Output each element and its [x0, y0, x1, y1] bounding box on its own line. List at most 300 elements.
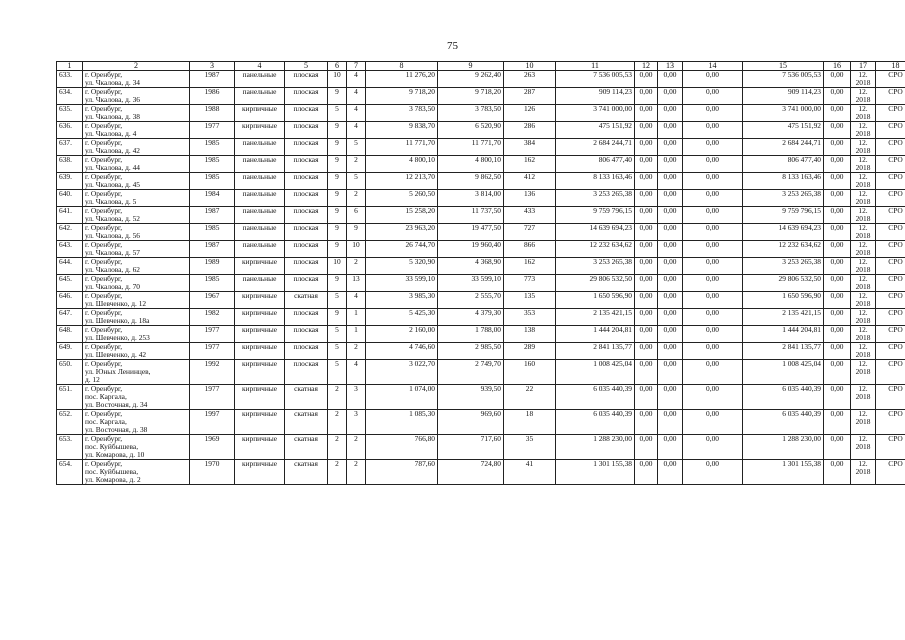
- floors: 9: [328, 156, 347, 173]
- completion-date-line: 12.: [858, 223, 868, 232]
- total-area: 766,80: [366, 435, 438, 460]
- col-12-value: 0,00: [635, 410, 658, 435]
- col-16-value: 0,00: [824, 88, 851, 105]
- residents: 353: [504, 309, 556, 326]
- address: [83, 258, 190, 275]
- col-16-value: 0,00: [824, 224, 851, 241]
- living-area: 9 718,20: [438, 88, 504, 105]
- entrances: 4: [347, 71, 366, 88]
- column-header: 3: [190, 62, 235, 71]
- address: [83, 460, 190, 485]
- completion-date-line: 2018: [855, 146, 871, 155]
- completion-date-line: 12.: [858, 206, 868, 215]
- table-row: [57, 343, 905, 360]
- roof-type: плоская: [285, 88, 328, 105]
- address: [83, 139, 190, 156]
- living-area: 4 379,30: [438, 309, 504, 326]
- roof-type: плоская: [285, 326, 328, 343]
- completion-date: [851, 207, 876, 224]
- floors: 9: [328, 241, 347, 258]
- col-14-value: 0,00: [683, 326, 743, 343]
- column-number-row: [57, 62, 905, 71]
- completion-date-line: 12.: [858, 189, 868, 198]
- completion-date: [851, 122, 876, 139]
- build-year: 1969: [190, 435, 235, 460]
- build-year: 1985: [190, 156, 235, 173]
- col-14-value: 0,00: [683, 258, 743, 275]
- floors: 10: [328, 258, 347, 275]
- roof-type: плоская: [285, 139, 328, 156]
- col-14-value: 0,00: [683, 173, 743, 190]
- roof-type: скатная: [285, 435, 328, 460]
- col-16-value: 0,00: [824, 309, 851, 326]
- wall-material: кирпичные: [235, 460, 285, 485]
- completion-date-line: 2018: [855, 442, 871, 451]
- col-16-value: 0,00: [824, 105, 851, 122]
- column-header: 8: [366, 62, 438, 71]
- total-area: 33 599,10: [366, 275, 438, 292]
- build-year: 1970: [190, 460, 235, 485]
- floors: 9: [328, 88, 347, 105]
- completion-date-line: 2018: [855, 265, 871, 274]
- address: [83, 326, 190, 343]
- completion-date-line: 12.: [858, 121, 868, 130]
- entrances: 4: [347, 360, 366, 385]
- residents: 135: [504, 292, 556, 309]
- address-line: ул. Шевченко, д. 12: [85, 299, 147, 308]
- repair-cost: 3 253 265,38: [556, 258, 635, 275]
- wall-material: кирпичные: [235, 292, 285, 309]
- living-area: 4 368,90: [438, 258, 504, 275]
- address-line: ул. Чкалова, д. 52: [85, 214, 140, 223]
- col-13-value: 0,00: [658, 275, 683, 292]
- col-15-value: 9 759 796,15: [743, 207, 824, 224]
- address: [83, 173, 190, 190]
- build-year: 1997: [190, 410, 235, 435]
- entrances: 2: [347, 156, 366, 173]
- repair-cost: 1 288 230,00: [556, 435, 635, 460]
- address-line: г. Оренбург,: [85, 325, 123, 334]
- col-14-value: 0,00: [683, 122, 743, 139]
- completion-date-line: 12.: [858, 434, 868, 443]
- wall-material: панельные: [235, 224, 285, 241]
- col-12-value: 0,00: [635, 139, 658, 156]
- entrances: 10: [347, 241, 366, 258]
- address-line: ул. Чкалова, д. 44: [85, 163, 140, 172]
- completion-date: [851, 326, 876, 343]
- address: [83, 88, 190, 105]
- address-line: ул. Чкалова, д. 45: [85, 180, 140, 189]
- address-line: г. Оренбург,: [85, 434, 123, 443]
- residents: 126: [504, 105, 556, 122]
- row-number: 643.: [57, 241, 83, 258]
- table-row: [57, 173, 905, 190]
- col-16-value: 0,00: [824, 156, 851, 173]
- repair-cost: 2 684 244,71: [556, 139, 635, 156]
- col-16-value: 0,00: [824, 410, 851, 435]
- completion-date-line: 2018: [855, 333, 871, 342]
- address-line: пос. Каргала,: [85, 417, 127, 426]
- col-16-value: 0,00: [824, 190, 851, 207]
- method: СРО: [876, 156, 905, 173]
- address: [83, 410, 190, 435]
- table-row: [57, 207, 905, 224]
- col-15-value: 3 741 000,00: [743, 105, 824, 122]
- col-13-value: 0,00: [658, 122, 683, 139]
- col-15-value: 6 035 440,39: [743, 385, 824, 410]
- completion-date: [851, 309, 876, 326]
- address-line: г. Оренбург,: [85, 342, 123, 351]
- entrances: 5: [347, 173, 366, 190]
- address-line: г. Оренбург,: [85, 409, 123, 418]
- wall-material: панельные: [235, 275, 285, 292]
- address-line: г. Оренбург,: [85, 155, 123, 164]
- roof-type: плоская: [285, 71, 328, 88]
- column-header: 14: [683, 62, 743, 71]
- address: [83, 292, 190, 309]
- residents: 160: [504, 360, 556, 385]
- wall-material: кирпичные: [235, 258, 285, 275]
- method: СРО: [876, 88, 905, 105]
- col-16-value: 0,00: [824, 360, 851, 385]
- wall-material: панельные: [235, 156, 285, 173]
- address: [83, 343, 190, 360]
- column-header: 17: [851, 62, 876, 71]
- col-13-value: 0,00: [658, 460, 683, 485]
- col-15-value: 475 151,92: [743, 122, 824, 139]
- living-area: 2 749,70: [438, 360, 504, 385]
- total-area: 3 985,30: [366, 292, 438, 309]
- row-number: 647.: [57, 309, 83, 326]
- row-number: 653.: [57, 435, 83, 460]
- column-header: 1: [57, 62, 83, 71]
- build-year: 1985: [190, 139, 235, 156]
- repair-cost: 3 253 265,38: [556, 190, 635, 207]
- col-15-value: 14 639 694,23: [743, 224, 824, 241]
- repair-cost: 806 477,40: [556, 156, 635, 173]
- row-number: 649.: [57, 343, 83, 360]
- completion-date-line: 12.: [858, 459, 868, 468]
- repair-cost: 1 650 596,90: [556, 292, 635, 309]
- completion-date-line: 12.: [858, 70, 868, 79]
- col-14-value: 0,00: [683, 435, 743, 460]
- col-13-value: 0,00: [658, 241, 683, 258]
- total-area: 5 425,30: [366, 309, 438, 326]
- total-area: 4 800,10: [366, 156, 438, 173]
- col-15-value: 909 114,23: [743, 88, 824, 105]
- build-year: 1988: [190, 105, 235, 122]
- address-line: ул. Восточная, д. 38: [85, 425, 148, 434]
- col-15-value: 2 135 421,15: [743, 309, 824, 326]
- living-area: 2 985,50: [438, 343, 504, 360]
- row-number: 640.: [57, 190, 83, 207]
- total-area: 26 744,70: [366, 241, 438, 258]
- residents: 433: [504, 207, 556, 224]
- col-14-value: 0,00: [683, 105, 743, 122]
- completion-date: [851, 460, 876, 485]
- col-14-value: 0,00: [683, 71, 743, 88]
- build-year: 1977: [190, 343, 235, 360]
- roof-type: скатная: [285, 385, 328, 410]
- build-year: 1986: [190, 88, 235, 105]
- build-year: 1987: [190, 241, 235, 258]
- column-header: 13: [658, 62, 683, 71]
- column-header: 10: [504, 62, 556, 71]
- wall-material: кирпичные: [235, 385, 285, 410]
- table-row: [57, 122, 905, 139]
- address-line: пос. Куйбышева,: [85, 442, 139, 451]
- col-12-value: 0,00: [635, 258, 658, 275]
- col-14-value: 0,00: [683, 410, 743, 435]
- completion-date-line: 12.: [858, 384, 868, 393]
- row-number: 641.: [57, 207, 83, 224]
- row-number: 634.: [57, 88, 83, 105]
- completion-date: [851, 343, 876, 360]
- col-12-value: 0,00: [635, 71, 658, 88]
- repair-cost: 29 806 532,50: [556, 275, 635, 292]
- roof-type: скатная: [285, 292, 328, 309]
- wall-material: панельные: [235, 190, 285, 207]
- col-15-value: 2 841 135,77: [743, 343, 824, 360]
- completion-date-line: 2018: [855, 129, 871, 138]
- method: СРО: [876, 343, 905, 360]
- method: СРО: [876, 173, 905, 190]
- address: [83, 71, 190, 88]
- col-16-value: 0,00: [824, 275, 851, 292]
- completion-date-line: 2018: [855, 417, 871, 426]
- floors: 9: [328, 139, 347, 156]
- method: СРО: [876, 360, 905, 385]
- residents: 384: [504, 139, 556, 156]
- address-line: г. Оренбург,: [85, 308, 123, 317]
- completion-date-line: 12.: [858, 240, 868, 249]
- table-row: [57, 410, 905, 435]
- row-number: 642.: [57, 224, 83, 241]
- residents: 22: [504, 385, 556, 410]
- method: СРО: [876, 241, 905, 258]
- address: [83, 122, 190, 139]
- completion-date-line: 2018: [855, 316, 871, 325]
- col-16-value: 0,00: [824, 207, 851, 224]
- col-14-value: 0,00: [683, 139, 743, 156]
- floors: 9: [328, 309, 347, 326]
- completion-date-line: 2018: [855, 248, 871, 257]
- build-year: 1977: [190, 385, 235, 410]
- col-16-value: 0,00: [824, 385, 851, 410]
- floors: 5: [328, 292, 347, 309]
- address-line: пос. Куйбышева,: [85, 467, 139, 476]
- living-area: 1 788,00: [438, 326, 504, 343]
- table-row: [57, 88, 905, 105]
- col-14-value: 0,00: [683, 309, 743, 326]
- col-13-value: 0,00: [658, 71, 683, 88]
- entrances: 2: [347, 460, 366, 485]
- completion-date: [851, 105, 876, 122]
- address: [83, 309, 190, 326]
- table-row: [57, 156, 905, 173]
- col-16-value: 0,00: [824, 71, 851, 88]
- completion-date-line: 12.: [858, 342, 868, 351]
- address-line: г. Оренбург,: [85, 240, 123, 249]
- method: СРО: [876, 139, 905, 156]
- address-line: г. Оренбург,: [85, 70, 123, 79]
- wall-material: панельные: [235, 139, 285, 156]
- wall-material: панельные: [235, 241, 285, 258]
- address-line: г. Оренбург,: [85, 257, 123, 266]
- entrances: 5: [347, 139, 366, 156]
- address: [83, 190, 190, 207]
- repair-cost: 7 536 005,53: [556, 71, 635, 88]
- col-13-value: 0,00: [658, 435, 683, 460]
- residents: 35: [504, 435, 556, 460]
- address-line: г. Оренбург,: [85, 384, 123, 393]
- entrances: 9: [347, 224, 366, 241]
- completion-date-line: 2018: [855, 367, 871, 376]
- row-number: 650.: [57, 360, 83, 385]
- repair-cost: 909 114,23: [556, 88, 635, 105]
- living-area: 4 800,10: [438, 156, 504, 173]
- total-area: 9 838,70: [366, 122, 438, 139]
- address-line: ул. Чкалова, д. 5: [85, 197, 137, 206]
- method: СРО: [876, 292, 905, 309]
- floors: 5: [328, 343, 347, 360]
- col-14-value: 0,00: [683, 385, 743, 410]
- table-row: [57, 435, 905, 460]
- method: СРО: [876, 224, 905, 241]
- total-area: 3 022,70: [366, 360, 438, 385]
- build-year: 1987: [190, 207, 235, 224]
- column-header: 6: [328, 62, 347, 71]
- col-13-value: 0,00: [658, 258, 683, 275]
- col-15-value: 1 301 155,38: [743, 460, 824, 485]
- build-year: 1987: [190, 71, 235, 88]
- col-12-value: 0,00: [635, 326, 658, 343]
- col-13-value: 0,00: [658, 360, 683, 385]
- table-body: [57, 71, 905, 485]
- address-line: г. Оренбург,: [85, 138, 123, 147]
- completion-date-line: 2018: [855, 197, 871, 206]
- total-area: 1 074,00: [366, 385, 438, 410]
- col-13-value: 0,00: [658, 156, 683, 173]
- address-line: г. Оренбург,: [85, 172, 123, 181]
- roof-type: плоская: [285, 343, 328, 360]
- floors: 5: [328, 105, 347, 122]
- repair-cost: 9 759 796,15: [556, 207, 635, 224]
- address-line: г. Оренбург,: [85, 274, 123, 283]
- col-14-value: 0,00: [683, 292, 743, 309]
- table-row: [57, 360, 905, 385]
- wall-material: панельные: [235, 71, 285, 88]
- address-line: ул. Чкалова, д. 4: [85, 129, 137, 138]
- residents: 866: [504, 241, 556, 258]
- row-number: 633.: [57, 71, 83, 88]
- col-13-value: 0,00: [658, 292, 683, 309]
- column-header: 12: [635, 62, 658, 71]
- roof-type: плоская: [285, 207, 328, 224]
- total-area: 787,60: [366, 460, 438, 485]
- roof-type: плоская: [285, 224, 328, 241]
- living-area: 9 262,40: [438, 71, 504, 88]
- col-13-value: 0,00: [658, 343, 683, 360]
- col-13-value: 0,00: [658, 309, 683, 326]
- col-12-value: 0,00: [635, 309, 658, 326]
- living-area: 969,60: [438, 410, 504, 435]
- row-number: 645.: [57, 275, 83, 292]
- col-15-value: 7 536 005,53: [743, 71, 824, 88]
- completion-date: [851, 190, 876, 207]
- address: [83, 275, 190, 292]
- address-line: ул. Чкалова, д. 62: [85, 265, 140, 274]
- address-line: г. Оренбург,: [85, 104, 123, 113]
- col-12-value: 0,00: [635, 241, 658, 258]
- column-header: 11: [556, 62, 635, 71]
- col-16-value: 0,00: [824, 326, 851, 343]
- col-16-value: 0,00: [824, 258, 851, 275]
- completion-date: [851, 410, 876, 435]
- residents: 727: [504, 224, 556, 241]
- completion-date-line: 12.: [858, 155, 868, 164]
- total-area: 5 260,50: [366, 190, 438, 207]
- col-14-value: 0,00: [683, 156, 743, 173]
- col-12-value: 0,00: [635, 122, 658, 139]
- address: [83, 385, 190, 410]
- table-row: [57, 309, 905, 326]
- col-13-value: 0,00: [658, 190, 683, 207]
- completion-date: [851, 156, 876, 173]
- floors: 2: [328, 385, 347, 410]
- col-13-value: 0,00: [658, 207, 683, 224]
- row-number: 648.: [57, 326, 83, 343]
- table-row: [57, 275, 905, 292]
- living-area: 724,80: [438, 460, 504, 485]
- repair-cost: 12 232 634,62: [556, 241, 635, 258]
- row-number: 635.: [57, 105, 83, 122]
- method: СРО: [876, 275, 905, 292]
- row-number: 651.: [57, 385, 83, 410]
- column-header: 2: [83, 62, 190, 71]
- total-area: 15 258,20: [366, 207, 438, 224]
- floors: 9: [328, 275, 347, 292]
- col-12-value: 0,00: [635, 343, 658, 360]
- wall-material: кирпичные: [235, 105, 285, 122]
- address-line: ул. Чкалова, д. 70: [85, 282, 140, 291]
- completion-date: [851, 88, 876, 105]
- col-15-value: 3 253 265,38: [743, 258, 824, 275]
- completion-date-line: 2018: [855, 350, 871, 359]
- floors: 2: [328, 435, 347, 460]
- col-16-value: 0,00: [824, 241, 851, 258]
- residents: 136: [504, 190, 556, 207]
- col-16-value: 0,00: [824, 139, 851, 156]
- entrances: 1: [347, 326, 366, 343]
- roof-type: плоская: [285, 360, 328, 385]
- wall-material: кирпичные: [235, 326, 285, 343]
- col-13-value: 0,00: [658, 88, 683, 105]
- completion-date-line: 12.: [858, 138, 868, 147]
- wall-material: кирпичные: [235, 410, 285, 435]
- col-15-value: 1 444 204,81: [743, 326, 824, 343]
- roof-type: плоская: [285, 309, 328, 326]
- address-line: г. Оренбург,: [85, 121, 123, 130]
- col-13-value: 0,00: [658, 105, 683, 122]
- build-year: 1967: [190, 292, 235, 309]
- entrances: 3: [347, 385, 366, 410]
- method: СРО: [876, 105, 905, 122]
- col-12-value: 0,00: [635, 460, 658, 485]
- completion-date: [851, 258, 876, 275]
- residents: 41: [504, 460, 556, 485]
- roof-type: плоская: [285, 258, 328, 275]
